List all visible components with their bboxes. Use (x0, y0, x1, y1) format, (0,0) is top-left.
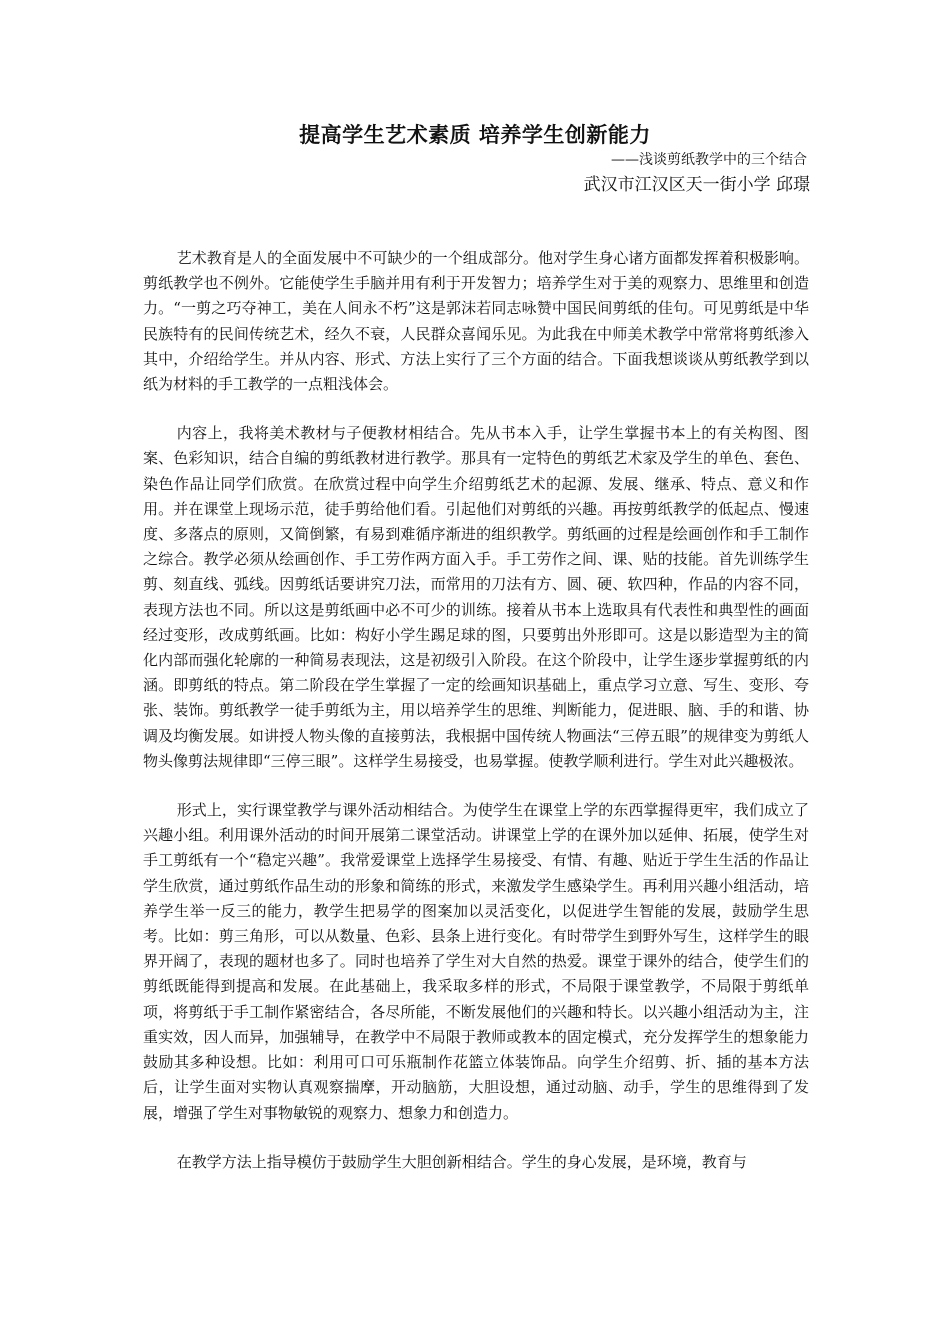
paragraph-content: 内容上，我将美术教材与子便教材相结合。先从书本入手，让学生掌握书本上的有关构图、图案、色彩知识，结合自编的剪纸教材进行教学。那具有一定特色的剪纸艺术家及学生的单色、套色、染色作品让同学们欣赏。在欣赏过程中向学生介绍剪纸艺术的起源、发展、继承、特点、意义和作用。并在课堂上现场示范，徒手剪给他们看。引起他们对剪纸的兴趣。再按剪纸教学的低起点、慢速度、多落点的原则，又简倒繁，有易到难循序渐进的组织教学。剪纸画的过程是绘画创作和手工制作之综合。教学必须从绘画创作、手工劳作两方面入手。手工劳作之间、课、贴的技能。首先训练学生剪、刻直线、弧线。因剪纸话要讲究刀法，而常用的刀法有方、圆、硬、软四种，作品的内容不同，表现方法也不同。所以这是剪纸画中必不可少的训练。接着从书本上选取具有代表性和典型性的画面经过变形，改成剪纸画。比如：构好小学生踢足球的图，只要剪出外形即可。这是以影造型为主的简化内部而强化轮廓的一种简易表现法，这是初级引入阶段。在这个阶段中，让学生逐步掌握剪纸的内涵。即剪纸的特点。第二阶段在学生掌握了一定的绘画知识基础上，重点学习立意、写生、变形、夸张、装饰。剪纸教学一徒手剪纸为主，用以培养学生的思维、判断能力，促进眼、脑、手的和谐、协调及均衡发展。如讲授人物头像的直接剪法，我根据中国传统人物画法“三停五眼”的规律变为剪纸人物头像剪法规律即“三停三眼”。这样学生易接受，也易掌握。使教学顺利进行。学生对此兴趣极浓。 (143, 424, 809, 770)
paragraph-intro: 艺术教育是人的全面发展中不可缺少的一个组成部分。他对学生身心诸方面都发挥着积极影响。剪纸教学也不例外。它能使学生手脑并用有利于开发智力；培养学生对于美的观察力、思维里和创造力。“一剪之巧夺神工，美在人间永不朽”这是郭沫若同志咏赞中国民间剪纸的佳句。可见剪纸是中华民族特有的民间传统艺术，经久不衰，人民群众喜闻乐见。为此我在中师美术教学中常常将剪纸渗入其中，介绍给学生。并从内容、形式、方法上实行了三个方面的结合。下面我想谈谈从剪纸教学到以纸为材料的手工教学的一点粗浅体会。 (143, 249, 809, 394)
document-subtitle: ——浅谈剪纸教学中的三个结合 (611, 152, 807, 168)
author-line: 武汉市江汉区天一街小学 邱璟 (583, 175, 810, 195)
document-body (143, 246, 809, 1175)
paragraph-method: 在教学方法上指导模仿于鼓励学生大胆创新相结合。学生的身心发展，是环境，教育与 (176, 1152, 747, 1171)
document-title: 提高学生艺术素质 培养学生创新能力 (299, 123, 651, 147)
paragraph-form: 形式上，实行课堂教学与课外活动相结合。为使学生在课堂上学的东西掌握得更牢，我们成立了兴趣小组。利用课外活动的时间开展第二课堂活动。讲课堂上学的在课外加以延伸、拓展，使学生对手工剪纸有一个“稳定兴趣”。我常爱课堂上选择学生易接受、有情、有趣、贴近于学生生活的作品让学生欣赏，通过剪纸作品生动的形象和简练的形式，来激发学生感染学生。再利用兴趣小组活动，培养学生举一反三的能力，教学生把易学的图案加以灵活变化，以促进学生智能的发展，鼓励学生思考。比如：剪三角形，可以从数量、色彩、县条上进行变化。有时带学生到野外写生，这样学生的眼界开阔了，表现的题材也多了。同时也培养了学生对大自然的热爱。课堂于课外的结合，使学生们的剪纸既能得到提高和发展。在此基础上，我采取多样的形式，不局限于课堂教学，不局限于剪纸单项，将剪纸于手工制作紧密结合，各尽所能，不断发展他们的兴趣和特长。以兴趣小组活动为主，注重实效，因人而异，加强辅导，在教学中不局限于教师或教本的固定模式，充分发挥学生的想象能力鼓励其多种设想。比如：利用可口可乐瓶制作花篮立体装饰品。向学生介绍剪、折、插的基本方法后，让学生面对实物认真观察揣摩，开动脑筋，大胆设想，通过动脑、动手，学生的思维得到了发展，增强了学生对事物敏锐的观察力、想象力和创造力。 (143, 801, 809, 1122)
